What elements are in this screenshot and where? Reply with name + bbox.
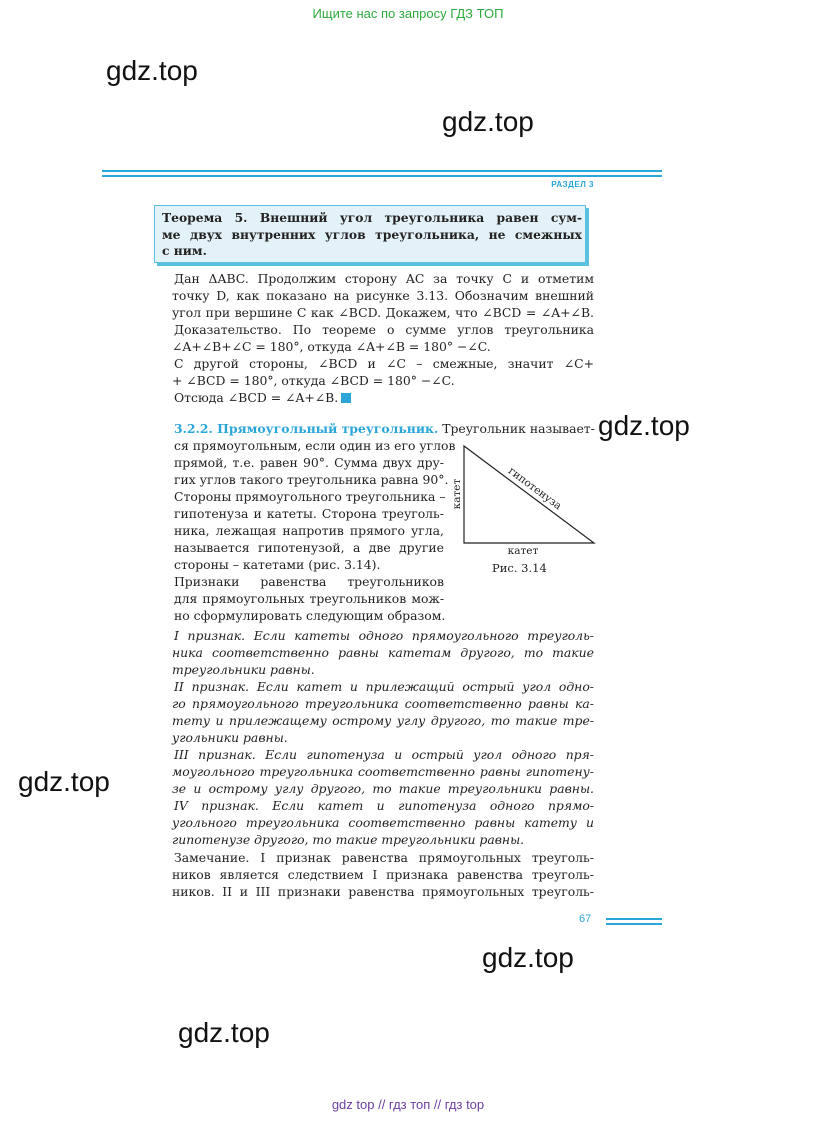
criterion-line: II признак. Если катет и прилежащий острый угол одно- xyxy=(174,679,594,694)
subsection-text: Треугольник называет- xyxy=(442,421,595,436)
criterion-line: тету и прилежащему острому углу другого, то такие тре- xyxy=(172,713,594,728)
body-line: прямой, т.е. равен 90°. Сумма двух дру- xyxy=(174,455,444,470)
figure-caption: Рис. 3.14 xyxy=(492,561,547,575)
criteria-list xyxy=(174,627,594,848)
watermark: gdz.top xyxy=(106,55,198,86)
criterion-line: IV признак. Если катет и гипотенуза одного прямо- xyxy=(174,798,594,813)
footer-links: gdz top // гдз топ // гдз top xyxy=(331,1097,485,1112)
proof-conclusion: Отсюда ∠BCD = ∠A+∠B. xyxy=(174,390,339,405)
subsection-heading-line xyxy=(174,420,594,437)
remark-line: Замечание. I признак равенства прямоугольных треуголь- xyxy=(174,850,594,865)
criterion-line: ника соответственно равны катетам другого, то такие xyxy=(172,645,594,660)
criterion-line: угольного треугольника соответственно равны катету и xyxy=(172,815,594,830)
remark-line: ников является следствием I признака равенства треуголь- xyxy=(172,867,594,882)
proof-block xyxy=(174,270,594,406)
header-rule xyxy=(102,175,662,177)
criterion-line: гипотенузе другого, то такие треугольники равны. xyxy=(172,832,525,847)
proof-line: угол при вершине C как ∠BCD. Докажем, что ∠BCD = ∠A+∠B. xyxy=(172,305,594,320)
proof-line: + ∠BCD = 180°, откуда ∠BCD = 180° −∠C. xyxy=(172,373,455,388)
body-line: гих углов такого треугольника равна 90°. xyxy=(174,472,449,487)
theorem-line: Теорема 5. Внешний угол треугольника равен сум- xyxy=(162,210,582,225)
criterion-line: моугольного треугольника соответственно равны гипотену- xyxy=(172,764,594,779)
leg-horizontal-label: катет xyxy=(507,545,539,557)
criterion-line: зе и острому углу другого, то такие треугольники равны. xyxy=(172,781,594,796)
subsection-heading: 3.2.2. Прямоугольный треугольник. xyxy=(174,421,439,436)
remark-line: ников. II и III признаки равенства прямоугольных треуголь- xyxy=(172,884,594,899)
proof-line: С другой стороны, ∠BCD и ∠C – смежные, значит ∠C+ xyxy=(174,356,594,371)
header-rule xyxy=(102,170,662,172)
footer-rule xyxy=(606,923,662,925)
criterion-line: угольники равны. xyxy=(172,730,288,745)
subsection-body xyxy=(174,437,456,624)
body-line: называется гипотенузой, а две другие xyxy=(174,540,444,555)
proof-line xyxy=(174,389,594,406)
page-number: 67 xyxy=(579,913,592,925)
criterion-line: го прямоугольного треугольника соответственно равны ка- xyxy=(172,696,594,711)
body-line: Признаки равенства треугольников xyxy=(174,574,444,589)
criterion-line: I признак. Если катеты одного прямоугольного треуголь- xyxy=(174,628,594,643)
body-line: стороны – катетами (рис. 3.14). xyxy=(174,557,381,572)
body-line: но сформулировать следующим образом. xyxy=(174,608,446,623)
theorem-line: ме двух внутренних углов треугольника, не смежных xyxy=(162,226,582,242)
triangle-shape xyxy=(464,446,594,543)
proof-line: Дан ΔABC. Продолжим сторону AC за точку C и отметим xyxy=(174,271,594,286)
body-line: ся прямоугольным, если один из его углов xyxy=(174,438,456,453)
hypotenuse-label: гипотенуза xyxy=(505,464,564,513)
right-triangle-figure xyxy=(450,440,610,560)
watermark: gdz.top xyxy=(178,1017,270,1048)
proof-line: точку D, как показано на рисунке 3.13. Обозначим внешний xyxy=(172,288,594,303)
criterion-line: III признак. Если гипотенуза и острый угол одного пря- xyxy=(174,747,594,762)
watermark: gdz.top xyxy=(442,106,534,137)
leg-vertical-label: катет xyxy=(451,478,463,510)
proof-line: ∠A+∠B+∠C = 180°, откуда ∠A+∠B = 180° −∠C. xyxy=(172,339,491,354)
watermark: gdz.top xyxy=(598,410,690,441)
body-line: для прямоугольных треугольников мож- xyxy=(174,591,444,606)
body-line: гипотенуза и катеты. Сторона треуголь- xyxy=(174,506,444,521)
end-of-proof-icon xyxy=(341,393,351,403)
criterion-line: треугольники равны. xyxy=(172,662,315,677)
body-line: Стороны прямоугольного треугольника – xyxy=(174,489,446,504)
search-hint: Ищите нас по запросу ГДЗ ТОП xyxy=(312,6,504,21)
theorem-text xyxy=(162,210,582,260)
remark-block xyxy=(174,849,594,900)
watermark: gdz.top xyxy=(18,766,110,797)
proof-line: Доказательство. По теореме о сумме углов треугольника xyxy=(174,322,594,337)
theorem-line: с ним. xyxy=(162,243,207,258)
watermark: gdz.top xyxy=(482,942,574,973)
section-label: РАЗДЕЛ 3 xyxy=(551,180,594,189)
body-line: ника, лежащая напротив прямого угла, xyxy=(174,523,444,538)
footer-rule xyxy=(606,918,662,920)
